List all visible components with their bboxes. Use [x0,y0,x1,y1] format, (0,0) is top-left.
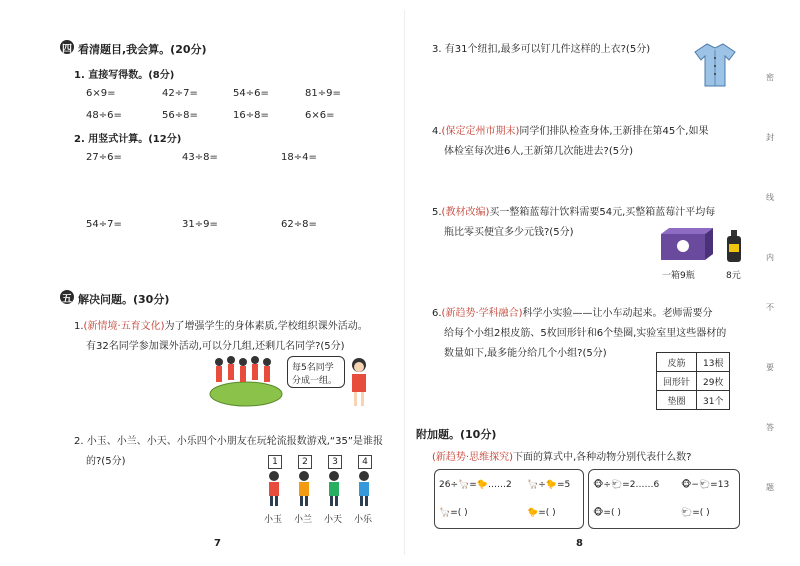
problem-4-line-2: 体检室每次进6人,王新第几次能进去?(5分) [444,146,634,157]
q2-title: 2. 用竖式计算。(12分) [74,134,182,145]
q1-title: 1. 直接写得数。(8分) [74,70,175,81]
bubble-text-1: 每5名同学 [292,363,334,373]
equation-line: 🐵÷🐑=2……6 [593,480,660,490]
answer-slot-llama[interactable]: 🦙=( ) [439,508,468,518]
juice-bottle-icon [724,230,744,264]
vertical-calc-item: 18÷4= [281,152,317,163]
vertical-calc-item: 54÷7= [86,219,122,230]
calc-item: 48÷6= [86,110,122,121]
monkey-icon: 🐵 [681,480,692,490]
answer-slot-sheep[interactable]: 🐑=( ) [681,508,710,518]
table-row [657,353,730,372]
vertical-calc-item: 31÷9= [182,219,218,230]
teacher-girl-illustration [346,356,372,410]
table-cell: 垫圈 [657,391,697,410]
number-card: 2 [298,455,312,469]
section-4-badge: 四 [60,40,74,54]
four-kids-illustration [265,470,375,510]
problem-tag: (新趋势·学科融合) [441,308,523,319]
answer-slot-duck[interactable]: 🐤=( ) [527,508,556,518]
monkey-icon: 🐵 [593,508,604,518]
problem-2-line-2: 的?(5分) [86,456,126,467]
page-divider [404,10,405,555]
calc-item: 56÷8= [162,110,198,121]
margin-mark: 封 [766,133,774,142]
margin-mark: 内 [766,253,774,262]
section-5-title: 解决问题。(30分) [78,293,170,306]
kid-name: 小乐 [354,515,373,525]
number-card: 4 [358,455,372,469]
bonus-question: (新趋势·思维探究)下面的算式中,各种动物分别代表什么数? [432,452,692,463]
number-card: 3 [328,455,342,469]
calc-item: 6×9= [86,88,116,99]
calc-item: 6×6= [305,110,335,121]
problem-2-line-1: 2. 小玉、小兰、小天、小乐四个小朋友在玩轮流报数游戏,“35”是谁报 [74,436,383,447]
section-5-badge: 五 [60,290,74,304]
box-label: 一箱9瓶 [662,271,695,281]
table-cell: 回形针 [657,372,697,391]
llama-icon: 🦙 [458,480,470,490]
problem-tag: (教材改编) [441,207,490,218]
table-row [657,391,730,410]
problem-6-line-1: 6.(新趋势·学科融合)科学小实验——让小车动起来。老师需要分 [432,308,713,319]
problem-1-line-1: 1.(新情境·五育文化)为了增强学生的身体素质,学校组织课外活动。 [74,321,368,332]
table-cell: 31个 [697,391,730,410]
vertical-calc-item: 27÷6= [86,152,122,163]
materials-table [656,352,730,410]
equation-line: 26÷🦙=🐤……2 [439,480,512,490]
calc-item: 81÷9= [305,88,341,99]
sheep-icon: 🐑 [610,480,623,490]
margin-mark: 线 [766,193,774,202]
monkey-icon: 🐵 [593,480,604,490]
kid-name: 小兰 [294,515,313,525]
margin-mark: 要 [766,363,774,372]
speech-bubble [287,356,345,388]
table-cell: 皮筋 [657,353,697,372]
problem-tag: (保定定州市期末) [441,126,520,137]
llama-icon: 🦙 [439,508,451,518]
equation-line: 🦙÷🐤=5 [527,480,571,490]
problem-3-text: 3. 有31个纽扣,最多可以钉几件这样的上衣?(5分) [432,44,651,55]
duck-icon: 🐤 [545,480,557,490]
problem-tag: (新情境·五育文化) [83,321,165,332]
problem-4-line-1: 4.(保定定州市期末)同学们排队检查身体,王新排在第45个,如果 [432,126,709,137]
duck-icon: 🐤 [527,508,539,518]
section-4-title: 看清题目,我会算。(20分) [78,43,207,56]
kid-name: 小玉 [264,515,283,525]
bonus-title: 附加题。(10分) [416,428,497,441]
equation-box-right [588,469,740,529]
table-cell: 29枚 [697,372,730,391]
number-card: 1 [268,455,282,469]
margin-mark: 答 [766,423,774,432]
bottle-price-label: 8元 [726,271,741,281]
table-cell: 13根 [697,353,730,372]
calc-item: 16÷8= [233,110,269,121]
sheep-icon: 🐑 [698,480,711,490]
margin-mark: 题 [766,483,774,492]
kid-name: 小天 [324,515,343,525]
duck-icon: 🐤 [476,480,488,490]
page-number-right: 8 [576,538,583,549]
margin-mark: 密 [766,73,774,82]
equation-box-left [434,469,584,529]
table-row [657,372,730,391]
calc-item: 42÷7= [162,88,198,99]
problem-1-line-2: 有32名同学参加课外活动,可以分几组,还剩几名同学?(5分) [86,341,345,352]
problem-tag: (新趋势·思维探究) [432,452,513,463]
vertical-calc-item: 62÷8= [281,219,317,230]
vertical-calc-item: 43÷8= [182,152,218,163]
juice-box-icon [659,226,719,262]
bubble-text-2: 分成一组。 [292,376,338,386]
equation-line: 🐵−🐑=13 [681,480,730,490]
margin-mark: 不 [766,303,774,312]
kids-activity-illustration [206,352,286,408]
llama-icon: 🦙 [527,480,539,490]
problem-6-line-2: 给每个小组2根皮筋、5枚回形针和6个垫圈,实验室里这些器材的 [444,328,727,339]
calc-item: 54÷6= [233,88,269,99]
problem-5-line-2: 瓶比零买便宜多少元钱?(5分) [444,227,574,238]
page-number-left: 7 [214,538,221,549]
sheep-icon: 🐑 [681,508,693,518]
shirt-icon [693,40,737,88]
answer-slot-monkey[interactable]: 🐵=( ) [593,508,621,518]
problem-5-line-1: 5.(教材改编)买一整箱蓝莓汁饮料需要54元,买整箱蓝莓汁平均每 [432,207,716,218]
problem-6-line-3: 数量如下,最多能分给几个小组?(5分) [444,348,607,359]
